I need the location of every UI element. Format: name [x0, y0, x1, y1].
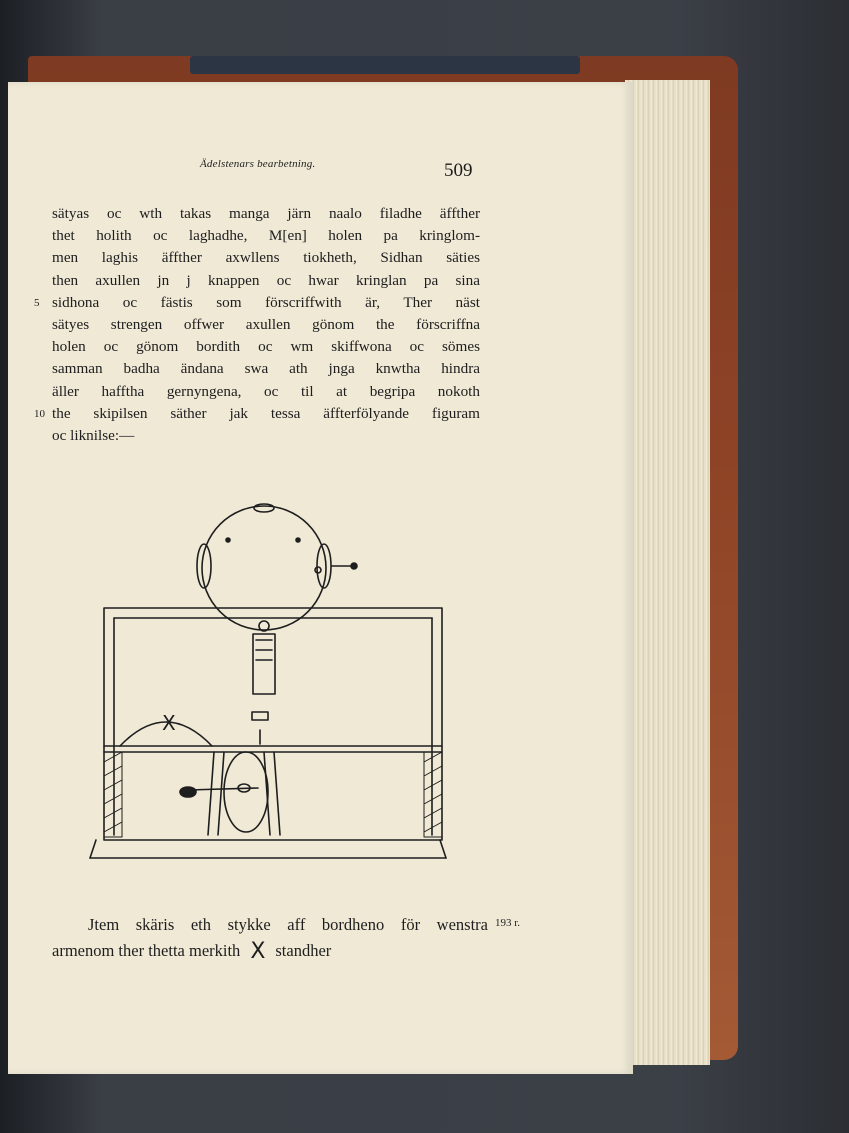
text-line-content: the skipilsen säther jak tessa äffterfölyande figuram: [52, 404, 480, 422]
text-line-content: sidhona oc fästis som förscriffwith är, Ther näst: [52, 293, 480, 311]
running-head: Ädelstenars bearbetning.: [200, 158, 316, 170]
bottom-text: [52, 912, 488, 964]
upper-wheel: [202, 506, 326, 630]
bottom-line-2-end: standher: [275, 941, 332, 960]
machine-illustration: [88, 500, 450, 862]
bottom-line-2-start: armenom ther thetta merkith: [52, 941, 241, 960]
right-leg: [424, 752, 442, 837]
figure-x-mark: X: [162, 711, 176, 735]
text-line: samman badha ändana swa ath jnga knwtha hindra: [52, 360, 480, 378]
text-line: [34, 292, 480, 314]
bottom-line-1: Jtem skäris eth stykke aff bordheno för wenstra: [88, 915, 488, 934]
line-number: 5: [34, 296, 40, 309]
text-line: äller hafftha gernyngena, oc til at begripa nokoth: [52, 382, 480, 400]
main-text: [34, 203, 480, 447]
text-line: sätyas oc wth takas manga järn naalo filadhe äffther: [52, 205, 480, 222]
text-line: sätyes strengen offwer axullen gönom the förscriffna: [52, 315, 480, 333]
text-line: then axullen jn j knappen oc hwar kringlan pa sina: [52, 271, 480, 289]
bottom-line-2: [52, 938, 488, 964]
page-edges: [625, 80, 710, 1065]
cover-spine-strip: [190, 56, 580, 74]
text-line: men laghis äffther axwllens tiokheth, Sidhan säties: [52, 249, 480, 267]
spindle: [253, 634, 275, 694]
x-mark-glyph: X: [250, 939, 266, 964]
page-number: 509: [444, 160, 473, 181]
text-line: [34, 403, 480, 425]
margin-reference: 193 r.: [495, 917, 521, 929]
text-line: holen oc gönom bordith oc wm skiffwona oc sömes: [52, 338, 480, 356]
text-line: oc liknilse:—: [52, 426, 135, 444]
left-leg: [104, 752, 122, 837]
line-number: 10: [34, 407, 45, 420]
text-line: thet holith oc laghadhe, M[en] holen pa kringlom-: [52, 227, 480, 245]
